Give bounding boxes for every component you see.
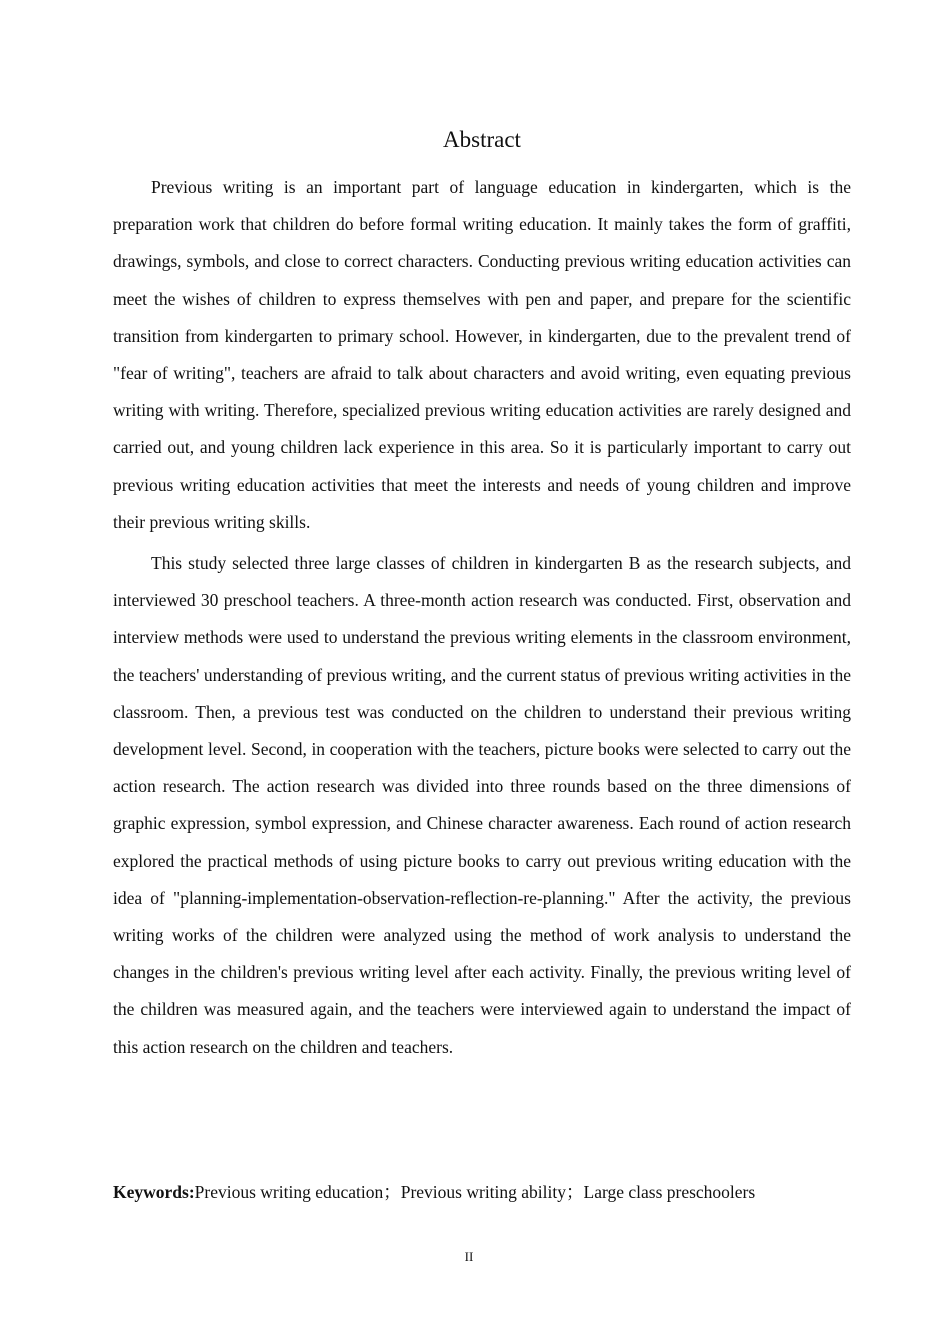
keywords-text: Previous writing education；Previous writing ability；Large class preschoolers	[194, 1182, 756, 1202]
keywords-label: Keywords:	[113, 1182, 195, 1202]
abstract-paragraph-1: Previous writing is an important part of language education in kindergarten, which is the preparation work that children do before formal writing education. It mainly takes the form of graffiti, drawings, symbols, and close to correct characters. Conducting previous writing education activities can meet the wishes of children to express themselves with pen and paper, and prepare for the scientific transition from kindergarten to primary school. However, in kindergarten, due to the prevalent trend of "fear of writing", teachers are afraid to talk about characters and avoid writing, even equating previous writing with writing. Therefore, specialized previous writing education activities are rarely designed and carried out, and young children lack experience in this area. So it is particularly important to carry out previous writing education activities that meet the interests and needs of young children and improve their previous writing skills.	[113, 177, 851, 532]
keywords-line	[113, 1176, 873, 1208]
abstract-paragraph-2: This study selected three large classes of children in kindergarten B as the research subjects, and interviewed 30 preschool teachers. A three-month action research was conducted. First, observation and interview methods were used to understand the previous writing elements in the classroom environment, the teachers' understanding of previous writing, and the current status of previous writing activities in the classroom. Then, a previous test was conducted on the children to understand their previous writing development level. Second, in cooperation with the teachers, picture books were selected to carry out the action research. The action research was divided into three rounds based on the three dimensions of graphic expression, symbol expression, and Chinese character awareness. Each round of action research explored the practical methods of using picture books to carry out previous writing education with the idea of "planning-implementation-observation-reflection-re-planning." After the activity, the previous writing works of the children were analyzed using the method of work analysis to understand the changes in the children's previous writing level after each activity. Finally, the previous writing level of the children was measured again, and the teachers were interviewed again to understand the impact of this action research on the children and teachers.	[113, 553, 851, 1057]
abstract-title: Abstract	[443, 127, 521, 152]
abstract-body	[113, 169, 851, 1070]
page-number: II	[464, 1249, 474, 1264]
